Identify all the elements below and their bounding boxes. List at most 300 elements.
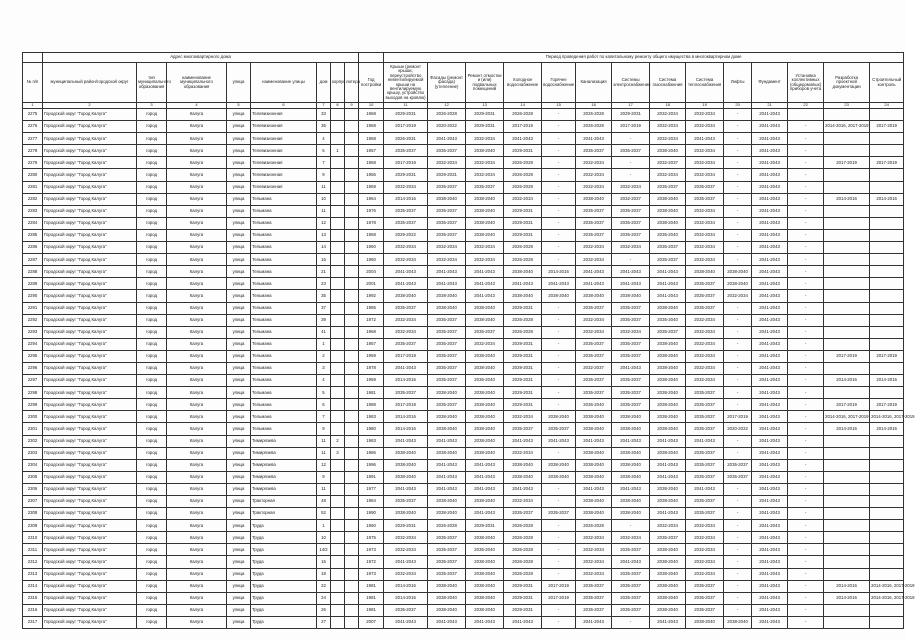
table-cell: 2304 (23, 459, 43, 471)
table-cell: 2041-2043 (384, 435, 428, 447)
table-cell: - (724, 580, 752, 592)
table-cell (824, 520, 870, 532)
table-cell: 2032-2034 (384, 544, 428, 556)
table-cell: 2035-2037 (428, 338, 466, 350)
table-cell: Городской округ "Город Калуга" (43, 604, 137, 616)
table-cell: 2038-2040 (384, 290, 428, 302)
column-header: Год постройки (359, 63, 384, 103)
table-cell: Калуга (167, 399, 227, 411)
table-cell: 2038-2040 (466, 302, 504, 314)
table-cell: Калуга (167, 435, 227, 447)
table-cell: 2296 (23, 362, 43, 374)
table-cell: Городской округ "Город Калуга" (43, 133, 137, 145)
table-cell: Городской округ "Город Калуга" (43, 496, 137, 508)
table-cell: 2014-2016 (384, 411, 428, 423)
table-cell: 2026-2028 (504, 109, 542, 121)
column-number: 4 (167, 103, 227, 109)
table-cell: 2035-2037 (612, 145, 650, 157)
table-cell: 2041-2043 (612, 362, 650, 374)
table-cell: 2038-2040 (612, 411, 650, 423)
table-cell: 1972 (359, 556, 384, 568)
table-row (23, 616, 904, 628)
table-cell: улица (227, 375, 251, 387)
table-cell: 2032-2034 (384, 254, 428, 266)
table-cell: Городской округ "Город Калуга" (43, 556, 137, 568)
table-cell: - (788, 616, 824, 628)
table-cell: Калуга (167, 411, 227, 423)
table-cell (870, 447, 904, 459)
column-number: 12 (428, 103, 466, 109)
table-cell (870, 266, 904, 278)
table-cell: 2026-2028 (428, 109, 466, 121)
table-cell (331, 157, 345, 169)
table-cell: 23 (317, 278, 331, 290)
table-cell: 2041-2043 (752, 387, 788, 399)
table-cell: улица (227, 544, 251, 556)
header-spacer (23, 53, 43, 63)
table-cell (345, 350, 359, 362)
table-cell: - (788, 483, 824, 495)
table-cell: 2032-2034 (724, 290, 752, 302)
table-cell: 2305 (23, 471, 43, 483)
table-cell: Городской округ "Город Калуга" (43, 193, 137, 205)
table-cell: - (724, 229, 752, 241)
table-cell: 2032-2034 (650, 169, 686, 181)
table-cell: 2041-2043 (752, 266, 788, 278)
table-cell: 2299 (23, 399, 43, 411)
table-cell: Калуга (167, 169, 227, 181)
table-cell: 2029-2031 (384, 169, 428, 181)
table-cell: 2041-2043 (466, 508, 504, 520)
table-cell: 2014-2016 (824, 592, 870, 604)
table-cell: - (724, 181, 752, 193)
table-cell (824, 217, 870, 229)
table-cell: 2038-2040 (612, 423, 650, 435)
table-row (23, 411, 904, 423)
table-cell: 2032-2034 (612, 242, 650, 254)
table-cell: 1958 (359, 229, 384, 241)
column-number: 2 (43, 103, 137, 109)
table-cell: 1996 (359, 459, 384, 471)
table-cell: 2035-2037 (612, 338, 650, 350)
table-cell: 2032-2037 (576, 362, 612, 374)
table-cell: 2041-2043 (650, 471, 686, 483)
table-cell: 2035-2037 (686, 447, 724, 459)
table-cell: 2035-2037 (686, 604, 724, 616)
table-cell: 2035-2037 (686, 181, 724, 193)
column-number: 11 (384, 103, 428, 109)
table-cell (824, 568, 870, 580)
table-cell: 1 (317, 520, 331, 532)
table-cell: 2032-2034 (576, 242, 612, 254)
table-cell: 2041-2043 (612, 483, 650, 495)
table-cell (345, 604, 359, 616)
table-row (23, 592, 904, 604)
table-cell: 2035-2037 (576, 604, 612, 616)
table-cell: город (137, 205, 167, 217)
table-cell: - (612, 133, 650, 145)
table-cell: - (542, 387, 576, 399)
table-cell: Калуга (167, 290, 227, 302)
table-cell: 9 (317, 471, 331, 483)
column-header: наименование муниципального образования (167, 63, 227, 103)
table-cell: 2041-2043 (612, 435, 650, 447)
table-cell: 2032-2034 (650, 109, 686, 121)
table-cell: 7 (317, 157, 331, 169)
table-cell: город (137, 145, 167, 157)
table-cell (331, 254, 345, 266)
table-cell: 2041-2043 (752, 411, 788, 423)
table-cell: 2035-2037 (576, 580, 612, 592)
table-cell (345, 217, 359, 229)
table-cell: 2293 (23, 326, 43, 338)
table-cell (870, 169, 904, 181)
table-row (23, 496, 904, 508)
table-row (23, 217, 904, 229)
table-cell: - (788, 387, 824, 399)
table-cell: 2291 (23, 302, 43, 314)
table-cell: 2041-2043 (752, 278, 788, 290)
table-cell (345, 544, 359, 556)
table-cell: 13 (317, 229, 331, 241)
table-cell: 35 (317, 121, 331, 133)
table-cell: Городской округ "Город Калуга" (43, 616, 137, 628)
table-cell: 2038-2040 (466, 447, 504, 459)
table-cell: Калуга (167, 229, 227, 241)
table-cell: - (724, 121, 752, 133)
table-cell (331, 544, 345, 556)
table-cell: 2014-2016 (870, 423, 904, 435)
table-cell: 2038-2040 (650, 556, 686, 568)
table-cell: 2041-2043 (686, 483, 724, 495)
table-cell: 2029-2031 (384, 520, 428, 532)
table-row (23, 145, 904, 157)
table-cell: город (137, 508, 167, 520)
table-cell: 2041-2043 (752, 109, 788, 121)
table-cell (345, 411, 359, 423)
table-cell: - (788, 181, 824, 193)
table-cell (331, 205, 345, 217)
table-cell: 2289 (23, 278, 43, 290)
table-cell: Труда (251, 592, 317, 604)
table-cell: улица (227, 423, 251, 435)
table-cell: 4 (317, 375, 331, 387)
table-row (23, 508, 904, 520)
table-cell: 2038-2040 (650, 350, 686, 362)
table-cell: Тимирязева (251, 459, 317, 471)
table-cell: Калуга (167, 447, 227, 459)
table-cell: 2038-2040 (428, 290, 466, 302)
table-cell: 2287 (23, 254, 43, 266)
table-cell: 2038-2040 (650, 205, 686, 217)
table-cell: 2041-2043 (752, 483, 788, 495)
table-cell: 2035-2037 (576, 338, 612, 350)
table-cell: 2038-2040 (686, 616, 724, 628)
table-cell: - (542, 447, 576, 459)
table-cell: 2041-2043 (650, 459, 686, 471)
table-cell: 11 (317, 181, 331, 193)
table-cell: 2032-2034 (576, 254, 612, 266)
table-cell: улица (227, 109, 251, 121)
table-cell: 2038-2040 (612, 508, 650, 520)
table-cell: 1976 (359, 205, 384, 217)
table-cell: Калуга (167, 423, 227, 435)
table-cell: 2032-2034 (466, 338, 504, 350)
table-cell: 2041-2043 (752, 544, 788, 556)
table-cell: - (788, 278, 824, 290)
table-cell: - (788, 435, 824, 447)
table-cell: 2041-2043 (576, 278, 612, 290)
table-cell: 52 (317, 508, 331, 520)
table-cell: 2014-2016 (384, 193, 428, 205)
table-cell (345, 278, 359, 290)
table-cell: 2032-2034 (686, 121, 724, 133)
table-cell: 2038-2040 (428, 447, 466, 459)
table-cell (870, 181, 904, 193)
column-header: тип муниципального образования (137, 63, 167, 103)
table-cell: 2038-2040 (576, 496, 612, 508)
table-cell: 2038-2040 (650, 604, 686, 616)
table-cell: - (724, 375, 752, 387)
column-header: наименование улицы (251, 63, 317, 103)
table-cell: 2035-2037 (686, 290, 724, 302)
table-cell: - (788, 520, 824, 532)
table-cell: 2306 (23, 483, 43, 495)
table-cell: 2032-2034 (576, 326, 612, 338)
table-cell: 2032-2034 (686, 242, 724, 254)
table-cell: Калуга (167, 278, 227, 290)
table-cell: 2298 (23, 387, 43, 399)
table-row (23, 556, 904, 568)
table-cell: - (724, 145, 752, 157)
table-cell (331, 314, 345, 326)
table-cell: 5 (317, 145, 331, 157)
table-cell: 2038-2040 (466, 217, 504, 229)
table-cell: - (724, 435, 752, 447)
table-cell: 2032-2034 (466, 133, 504, 145)
table-cell: 2038-2040 (576, 411, 612, 423)
table-cell: город (137, 423, 167, 435)
table-cell: 2035-2037 (576, 375, 612, 387)
table-cell: - (724, 508, 752, 520)
table-cell: 2038-2040 (650, 411, 686, 423)
table-cell: 2038-2040 (466, 205, 504, 217)
table-cell: 2035-2037 (612, 217, 650, 229)
table-cell: 1983 (359, 411, 384, 423)
table-cell: Калуга (167, 604, 227, 616)
table-cell: Городской округ "Город Калуга" (43, 242, 137, 254)
table-cell: 2038-2040 (612, 447, 650, 459)
table-cell: 2035-2037 (650, 532, 686, 544)
table-cell: - (788, 459, 824, 471)
column-number: 9 (345, 103, 359, 109)
table-cell (870, 508, 904, 520)
table-cell: 2029-2031 (504, 592, 542, 604)
table-cell: 2032-2034 (384, 181, 428, 193)
table-cell: - (788, 496, 824, 508)
table-cell: - (542, 109, 576, 121)
table-cell: 2312 (23, 556, 43, 568)
table-cell: 2004 (359, 266, 384, 278)
table-cell: 2041-2043 (752, 326, 788, 338)
table-cell: 2041-2043 (752, 133, 788, 145)
table-cell: 16 (317, 556, 331, 568)
column-number: 18 (650, 103, 686, 109)
table-cell: город (137, 266, 167, 278)
table-cell: 2038-2040 (504, 459, 542, 471)
table-cell: 2020-2022 (724, 423, 752, 435)
table-cell: 2041-2043 (752, 556, 788, 568)
table-cell: 14/2 (317, 544, 331, 556)
table-cell: 2014-2016 (870, 375, 904, 387)
table-cell: Городской округ "Город Калуга" (43, 459, 137, 471)
table-row (23, 604, 904, 616)
column-header: Фундамент (752, 63, 788, 103)
table-cell: Тракторная (251, 508, 317, 520)
table-cell (788, 109, 824, 121)
table-cell: улица (227, 592, 251, 604)
table-cell: 2041-2043 (752, 459, 788, 471)
table-cell (331, 217, 345, 229)
table-cell: - (724, 568, 752, 580)
table-cell: - (724, 556, 752, 568)
table-cell: улица (227, 568, 251, 580)
table-cell: 2041-2043 (504, 278, 542, 290)
table-cell: Тимирязева (251, 435, 317, 447)
table-cell: 2014-2016, 2017-2019 (870, 592, 904, 604)
table-cell: 2035-2037 (428, 326, 466, 338)
table-cell: - (724, 350, 752, 362)
table-cell: город (137, 133, 167, 145)
table-cell: Городской округ "Город Калуга" (43, 532, 137, 544)
table-cell: 2038-2040 (466, 580, 504, 592)
column-number: 16 (576, 103, 612, 109)
table-cell: 11 (317, 483, 331, 495)
table-cell: 2038-2040 (612, 471, 650, 483)
table-cell: 2038-2040 (466, 350, 504, 362)
table-cell: - (542, 496, 576, 508)
table-cell: Труда (251, 544, 317, 556)
column-header: корпус (331, 63, 345, 103)
table-row (23, 133, 904, 145)
table-cell: 2017-2019 (504, 121, 542, 133)
table-cell: 1958 (359, 133, 384, 145)
table-cell: - (542, 520, 576, 532)
table-cell: 1973 (359, 568, 384, 580)
table-cell (345, 532, 359, 544)
table-cell (331, 580, 345, 592)
table-cell: - (724, 399, 752, 411)
table-cell: 2041-2043 (466, 616, 504, 628)
table-cell: Калуга (167, 556, 227, 568)
table-cell: Калуга (167, 362, 227, 374)
table-cell: улица (227, 399, 251, 411)
table-cell: 2035-2037 (686, 496, 724, 508)
table-cell: Городской округ "Город Калуга" (43, 205, 137, 217)
table-cell: 2038-2040 (650, 338, 686, 350)
table-cell: 2014-2016 (542, 266, 576, 278)
table-cell: - (788, 121, 824, 133)
table-cell: Городской округ "Город Калуга" (43, 302, 137, 314)
table-cell: город (137, 483, 167, 495)
table-cell: 2032-2034 (576, 314, 612, 326)
table-cell: 2026-2028 (504, 556, 542, 568)
table-cell (345, 302, 359, 314)
table-cell: 2038-2040 (466, 362, 504, 374)
table-cell: Тельмана (251, 314, 317, 326)
table-row (23, 157, 904, 169)
table-cell: - (724, 496, 752, 508)
table-cell: 2041-2043 (384, 278, 428, 290)
table-cell: 2026-2028 (504, 314, 542, 326)
table-cell: улица (227, 616, 251, 628)
table-cell: Калуга (167, 314, 227, 326)
table-cell: улица (227, 157, 251, 169)
table-cell: город (137, 229, 167, 241)
table-cell: 2032-2034 (686, 205, 724, 217)
table-cell: 2014-2016 (824, 423, 870, 435)
table-row (23, 266, 904, 278)
table-cell: 21 (317, 266, 331, 278)
table-cell: 2032-2037 (650, 157, 686, 169)
table-cell: 2017-2019 (870, 157, 904, 169)
table-cell: 41 (317, 326, 331, 338)
table-cell: 2038-2040 (650, 387, 686, 399)
table-cell: 2035-2037 (384, 387, 428, 399)
table-cell (870, 471, 904, 483)
table-cell: - (788, 411, 824, 423)
table-cell: - (788, 169, 824, 181)
table-cell (870, 145, 904, 157)
table-cell: город (137, 362, 167, 374)
table-cell: 2041-2043 (466, 290, 504, 302)
table-cell (345, 338, 359, 350)
table-cell: 2032-2034 (576, 568, 612, 580)
column-header: Горячее водоснабжение (542, 63, 576, 103)
table-cell: - (542, 145, 576, 157)
table-cell: 2295 (23, 350, 43, 362)
table-cell: 2041-2043 (752, 568, 788, 580)
table-cell: Калуга (167, 592, 227, 604)
table-cell (870, 483, 904, 495)
table-cell: 1968 (359, 109, 384, 121)
table-cell: 2032-2034 (466, 254, 504, 266)
table-cell (331, 350, 345, 362)
table-cell (331, 169, 345, 181)
table-cell: город (137, 169, 167, 181)
table-cell: 2041-2043 (576, 435, 612, 447)
table-cell (331, 532, 345, 544)
table-cell: 1992 (359, 290, 384, 302)
table-cell: 2029-2031 (504, 387, 542, 399)
table-cell (824, 338, 870, 350)
table-cell: Городской округ "Город Калуга" (43, 290, 137, 302)
table-cell: город (137, 411, 167, 423)
table-cell: 2279 (23, 157, 43, 169)
table-cell: 2038-2040 (650, 496, 686, 508)
table-cell (824, 471, 870, 483)
table-cell: 2020-2022 (428, 121, 466, 133)
table-cell (345, 254, 359, 266)
table-cell: улица (227, 532, 251, 544)
table-row (23, 314, 904, 326)
table-cell (824, 556, 870, 568)
column-number: 23 (824, 103, 870, 109)
table-cell: - (788, 326, 824, 338)
table-row (23, 181, 904, 193)
table-cell (331, 375, 345, 387)
table-cell (345, 508, 359, 520)
